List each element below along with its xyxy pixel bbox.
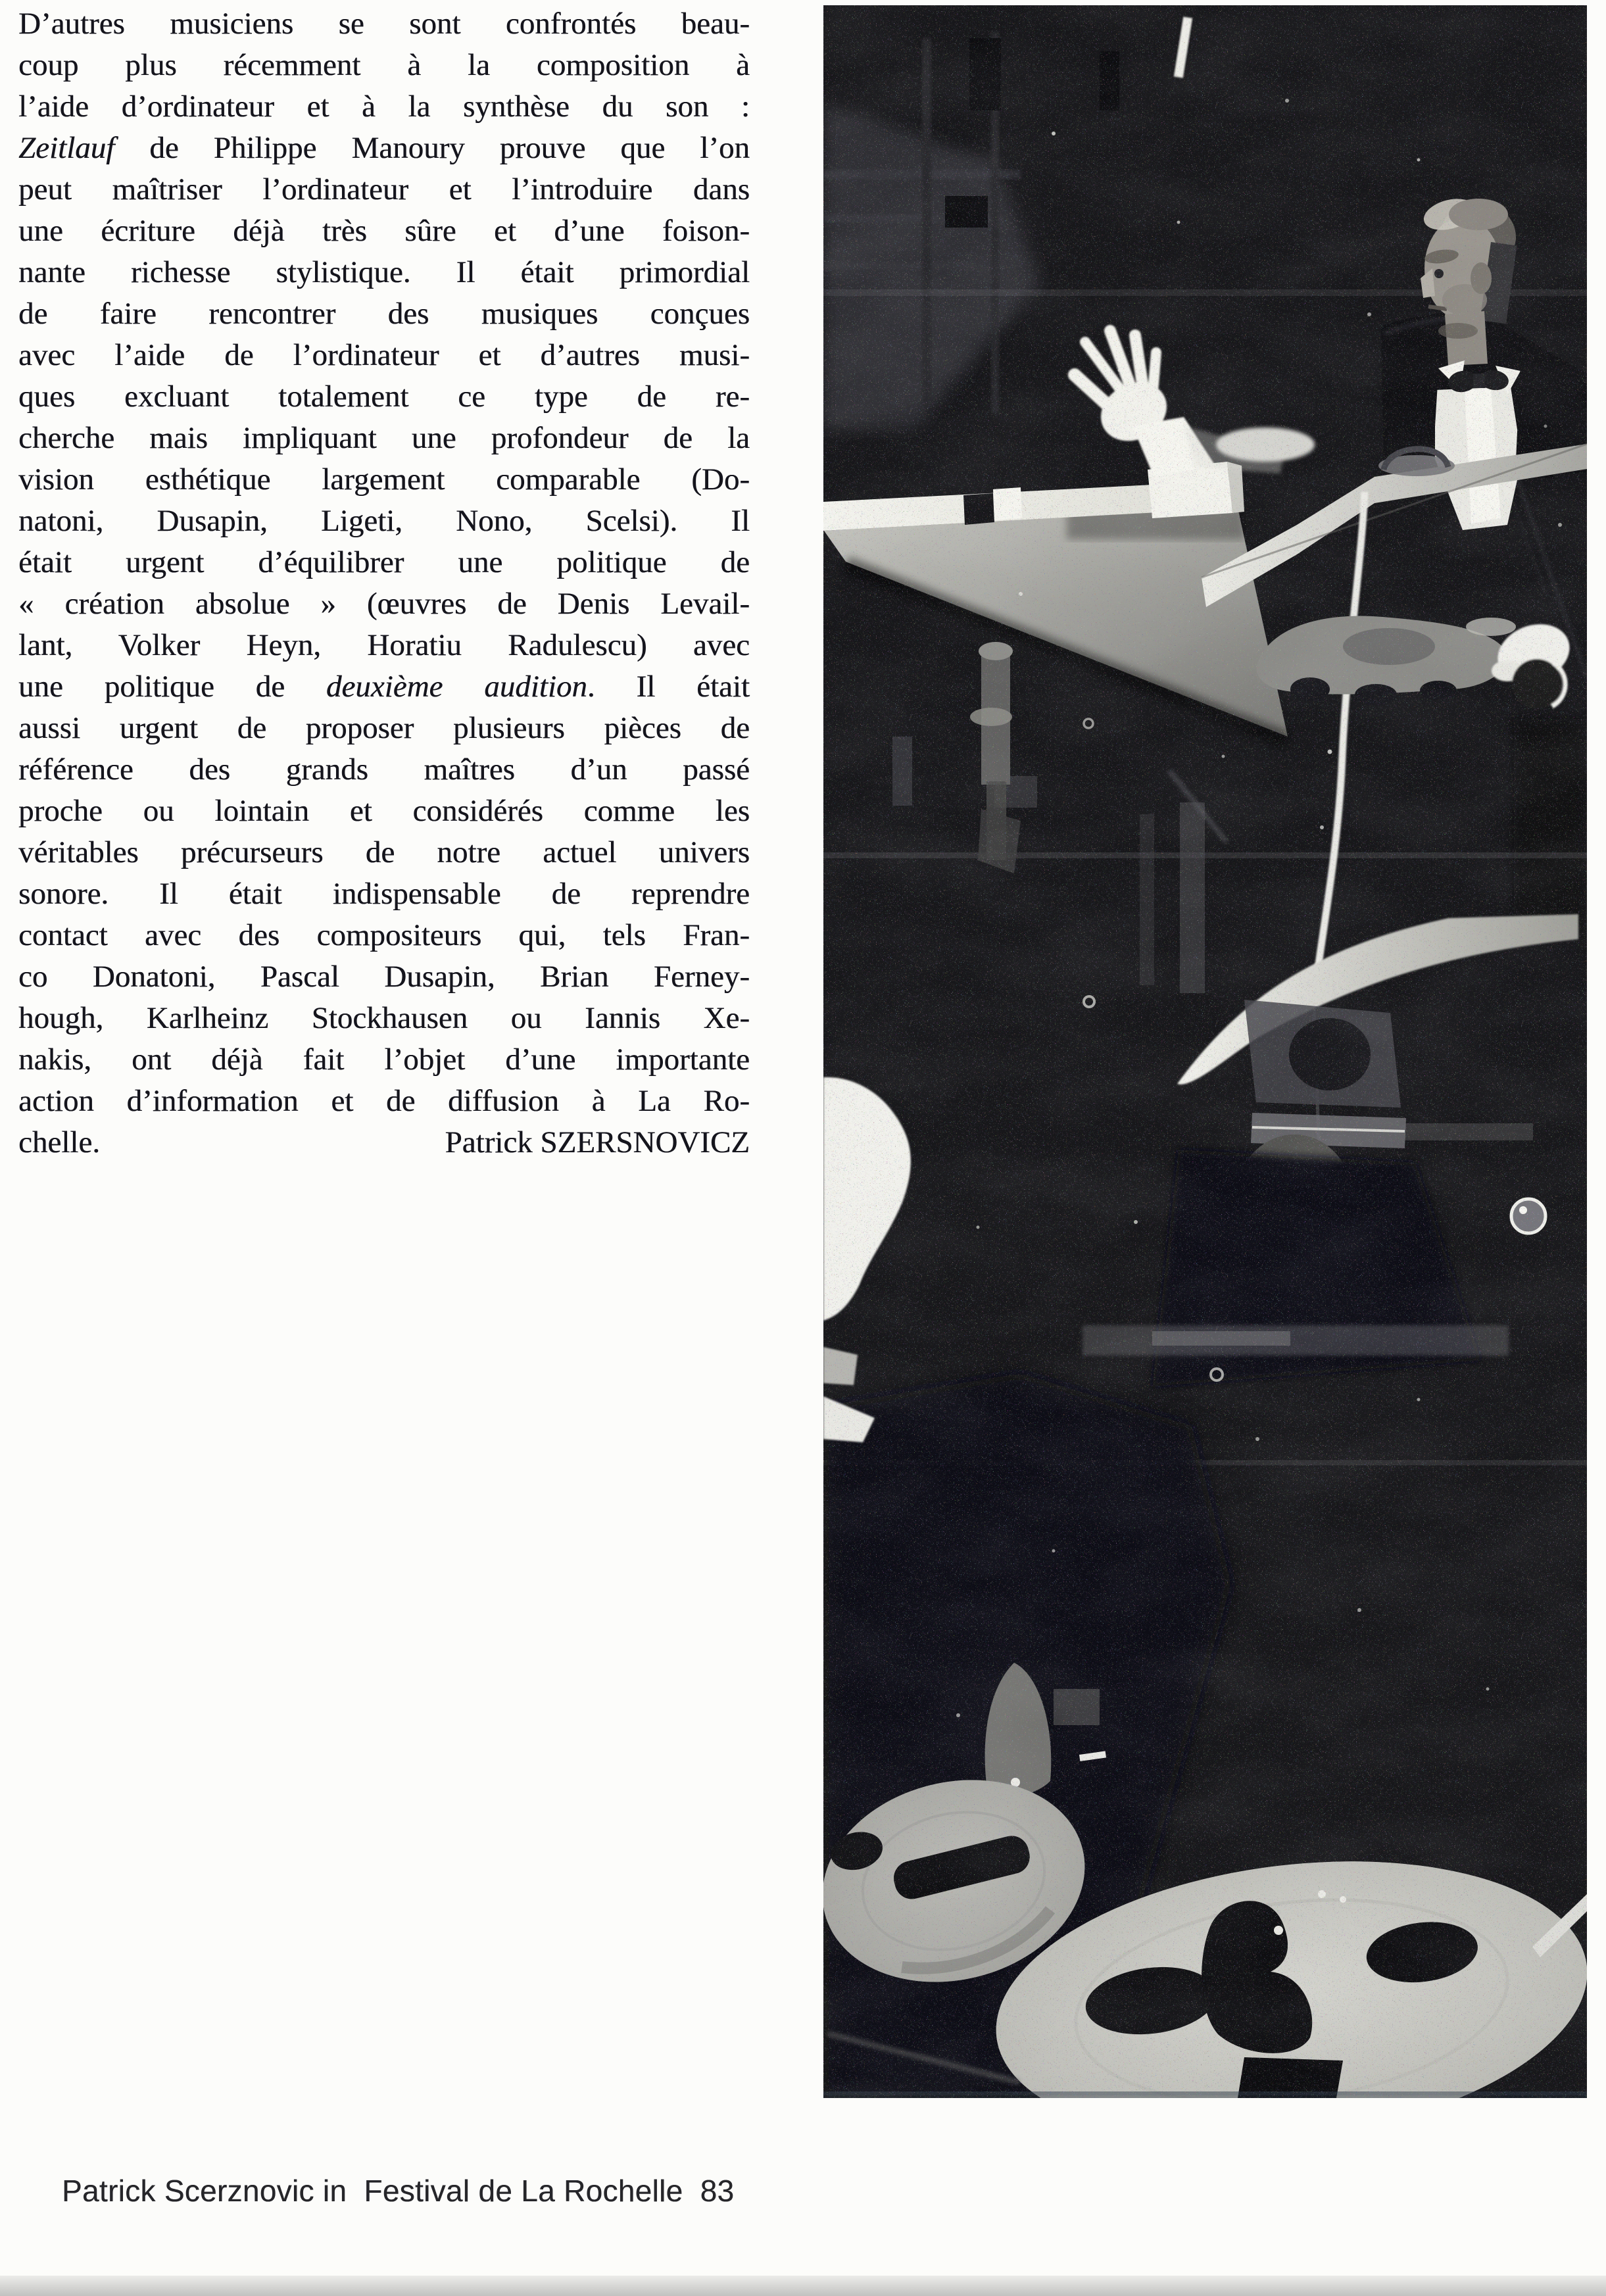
text-segment: « création absolue » (œuvres de Denis Levail-	[18, 587, 750, 621]
text-line	[18, 791, 750, 832]
text-segment: véritables précurseurs de notre actuel univers	[18, 835, 750, 869]
text-segment: l’aide d’ordinateur et à la synthèse du son :	[18, 89, 750, 124]
text-line	[18, 169, 750, 210]
text-segment: deuxième audition	[326, 670, 587, 704]
text-line	[18, 542, 750, 583]
text-line	[18, 708, 750, 749]
article-text	[18, 3, 750, 1163]
text-segment: de faire rencontrer des musiques conçues	[18, 297, 750, 331]
text-line	[18, 832, 750, 873]
text-line	[18, 376, 750, 418]
text-line	[18, 915, 750, 956]
text-segment: de Philippe Manoury prouve que l’on	[114, 131, 750, 165]
text-segment: chelle.	[18, 1125, 100, 1160]
text-line	[18, 86, 750, 128]
text-segment: lant, Volker Heyn, Horatiu Radulescu) avec	[18, 628, 750, 662]
text-line	[18, 335, 750, 376]
text-segment: Zeitlauf	[18, 131, 115, 165]
scan-edge-strip	[0, 2276, 1606, 2296]
text-line	[18, 418, 750, 459]
text-segment: natoni, Dusapin, Ligeti, Nono, Scelsi). Il	[18, 504, 750, 538]
text-line	[18, 666, 750, 708]
text-segment: . Il était	[587, 670, 750, 704]
text-line	[18, 873, 750, 915]
text-segment: nante richesse stylistique. Il était primordial	[18, 255, 750, 289]
text-line	[18, 501, 750, 542]
text-segment: hough, Karlheinz Stockhausen ou Iannis Xe-	[18, 1001, 750, 1035]
text-segment: référence des grands maîtres d’un passé	[18, 752, 750, 787]
text-line	[18, 45, 750, 86]
text-segment: cherche mais impliquant une profondeur de la	[18, 421, 750, 455]
photo-concert	[823, 5, 1587, 2098]
scan-blotch	[823, 5, 1587, 2098]
text-segment: vision esthétique largement comparable (Do-	[18, 462, 750, 497]
text-segment: avec l’aide de l’ordinateur et d’autres musi-	[18, 338, 750, 372]
text-segment: une politique de	[18, 670, 326, 704]
author-signature: Patrick SZERSNOVICZ	[445, 1125, 750, 1160]
text-segment: action d’information et de diffusion à La Ro-	[18, 1084, 750, 1118]
text-line	[18, 459, 750, 501]
text-line	[18, 1039, 750, 1081]
text-line	[18, 128, 750, 169]
text-segment: co Donatoni, Pascal Dusapin, Brian Ferney-	[18, 960, 750, 994]
text-line	[18, 625, 750, 666]
photo-caption: Patrick Scerznovic in Festival de La Rochelle 83	[62, 2174, 735, 2208]
text-line	[18, 210, 750, 252]
text-segment: une écriture déjà très sûre et d’une foison-	[18, 214, 750, 248]
text-segment: nakis, ont déjà fait l’objet d’une importante	[18, 1042, 750, 1077]
text-line	[18, 1081, 750, 1122]
text-segment: ques excluant totalement ce type de re-	[18, 379, 750, 414]
text-segment: D’autres musiciens se sont confrontés beau-	[18, 7, 750, 41]
text-line	[18, 252, 750, 293]
text-line	[18, 3, 750, 45]
text-line	[18, 998, 750, 1039]
text-line	[18, 956, 750, 998]
text-segment: aussi urgent de proposer plusieurs pièces de	[18, 711, 750, 745]
text-segment: proche ou lointain et considérés comme les	[18, 794, 750, 828]
text-line	[18, 293, 750, 335]
text-segment: sonore. Il était indispensable de reprendre	[18, 877, 750, 911]
text-segment: était urgent d’équilibrer une politique de	[18, 545, 750, 579]
text-segment: peut maîtriser l’ordinateur et l’introduire dans	[18, 172, 750, 207]
text-line	[18, 1122, 750, 1163]
text-segment: coup plus récemment à la composition à	[18, 48, 750, 82]
text-line	[18, 749, 750, 791]
text-line	[18, 583, 750, 625]
text-segment: contact avec des compositeurs qui, tels Fran-	[18, 918, 750, 952]
